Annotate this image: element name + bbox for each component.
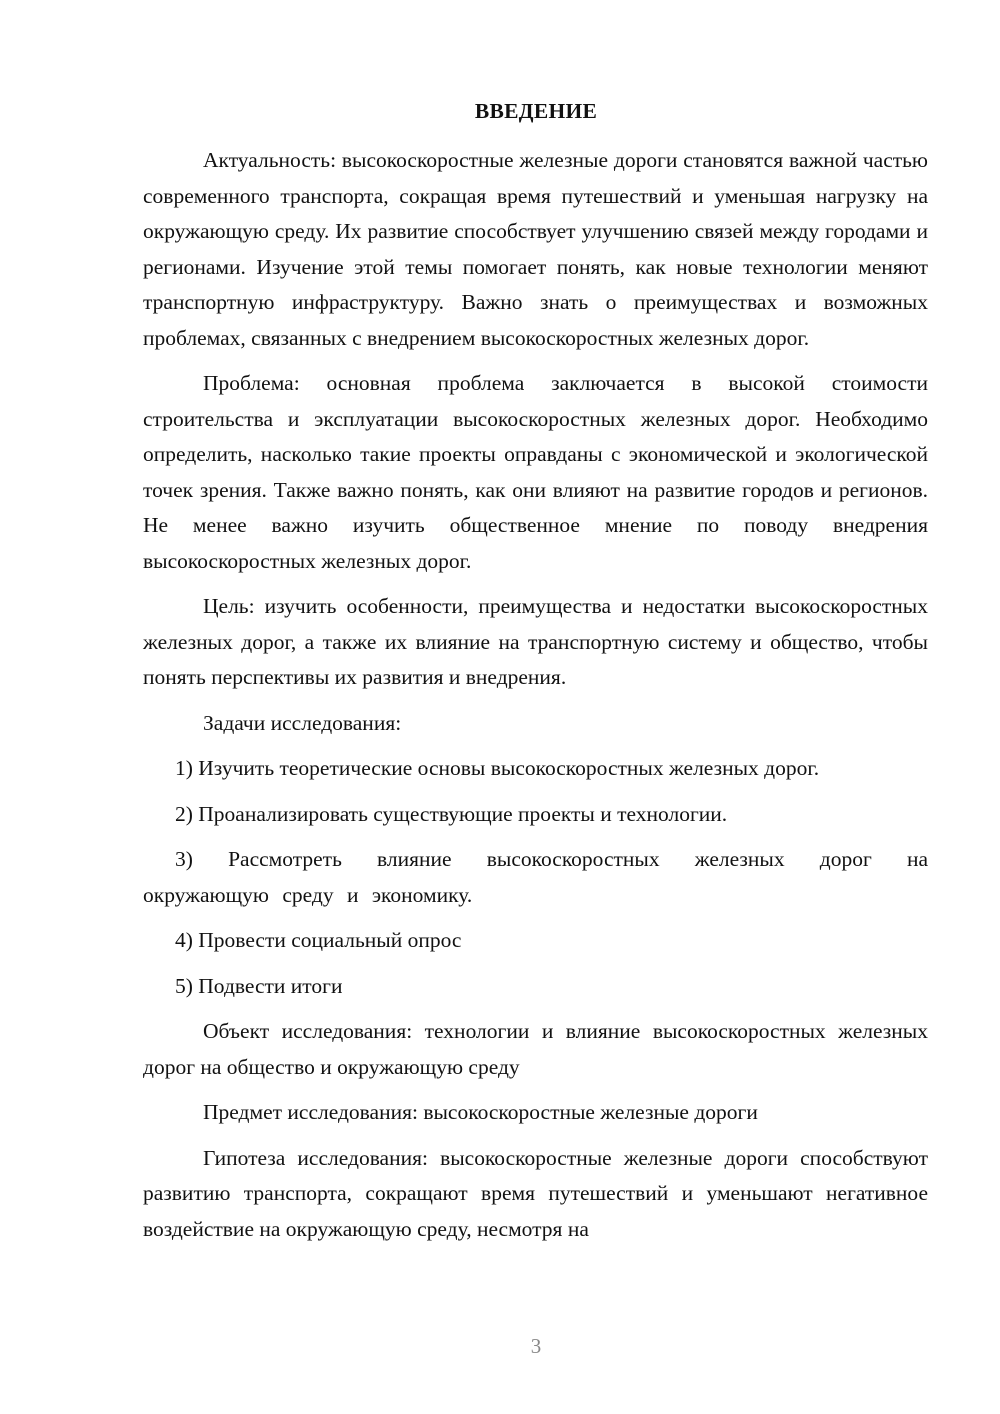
paragraph-hypothesis: Гипотеза исследования: высокоскоростные железные дороги способствуют развитию транспорта, сокращают время путешествий и уменьшают негативное воздействие на окружающую среду, несмотря на [143,1145,928,1241]
page-title: ВВЕДЕНИЕ [474,99,598,123]
page-number: 3 [530,1334,542,1358]
page-content [143,143,928,1247]
list-item-task-1: 1) Изучить теоретические основы высокоскоростных железных дорог. [175,756,820,780]
paragraph-tasks-heading: Задачи исследования: [203,710,402,735]
list-item-task-3: 3) Рассмотреть влияние высокоскоростных железных дорог на окружающую среду и экономику. [143,847,928,907]
list-item-task-4: 4) Провести социальный опрос [175,928,462,952]
list-item-task-2: 2) Проанализировать существующие проекты и технологии. [175,801,728,826]
paragraph-object: Объект исследования: технологии и влияние высокоскоростных железных дорог на общество и окружающую среду [143,1019,928,1079]
list-item-task-5: 5) Подвести итоги [175,973,343,998]
paragraph-subject: Предмет исследования: высокоскоростные железные дороги [203,1100,758,1124]
paragraph-problem: Проблема: основная проблема заключается в высокой стоимости строительства и эксплуатации высокоскоростных железных дорог. Необходимо определить, насколько такие проекты оправданы с экономической и экологической точек зрения. Также важно понять, как они влияют на развитие городов и регионов. Не менее важно изучить общественное мнение по поводу внедрения высокоскоростных железных дорог. [143,371,928,573]
paragraph-relevance: Актуальность: высокоскоростные железные дороги становятся важной частью современного транспорта, сокращая время путешествий и уменьшая нагрузку на окружающую среду. Их развитие способствует улучшению связей между городами и регионами. Изучение этой темы помогает понять, как новые технологии меняют транспортную инфраструктуру. Важно знать о преимуществах и возможных проблемах, связанных с внедрением высокоскоростных железных дорог. [143,148,928,350]
paragraph-goal: Цель: изучить особенности, преимущества и недостатки высокоскоростных железных дорог, а также их влияние на транспортную систему и общество, чтобы понять перспективы их развития и внедрения. [143,594,928,689]
